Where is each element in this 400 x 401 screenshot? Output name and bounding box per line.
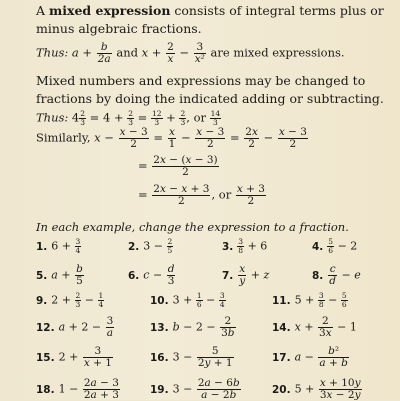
thus-example-line: Thus: a + $\frac{b}{2a}$ and x + $\frac{2}{x}$ − $\frac{3}{\text{x²}}$ are mixed expressions. (36, 41, 345, 65)
definition-paragraph (36, 2, 388, 38)
example-12: 12. a + 2 − $\frac{3}{a}$ (36, 315, 114, 339)
text-definition: consists of integral terms plus or minus algebraic fractions. (36, 3, 384, 36)
thus-mixed-number-line: Thus: 4 $\frac{2}{3}$ = 4 + $\frac{2}{3}$ = $\frac{12}{3}$ + $\frac{2}{3}$ , or $\frac{14}{3}$ (36, 109, 221, 127)
step-line-2: = $\frac{2x - x + 3}{2}$ , or $\frac{x + 3}{2}$ (138, 183, 265, 207)
example-8: 8. $\frac{c}{d}$ − e (312, 263, 361, 287)
example-13: 13. b − 2 − $\frac{2}{3b}$ (150, 315, 235, 339)
thus-label: Thus: (36, 45, 69, 60)
example-19: 19. 3 − $\frac{2a - 6b}{a - 2b}$ (150, 377, 240, 401)
example-7: 7. $\frac{x}{y}$ + z (222, 263, 270, 287)
example-6: 6. c − $\frac{d}{3}$ (128, 263, 175, 287)
example-18: 18. 1 − $\frac{2a - 3}{2a + 3}$ (36, 377, 119, 401)
example-9: 9. 2 + $\frac{2}{3}$ − $\frac{1}{4}$ (36, 291, 104, 309)
example-4: 4. $\frac{5}{6}$ − 2 (312, 237, 358, 255)
example-5: 5. a + $\frac{b}{5}$ (36, 263, 83, 287)
change-paragraph: Mixed numbers and expressions may be changed to fractions by doing the indicated adding or subtracting. (36, 73, 384, 106)
example-20: 20. 5 + $\frac{x + 10y}{3x - 2y}$ (272, 377, 361, 401)
text-a: A (36, 3, 50, 18)
example-10: 10. 3 + $\frac{1}{6}$ − $\frac{3}{4}$ (150, 291, 225, 309)
similarly-line: Similarly, x − $\frac{x - 3}{2}$ = $\frac{x}{1}$ − $\frac{x - 3}{2}$ = $\frac{2x}{2}$ − $\frac{x - 3}{2}$ (36, 126, 307, 150)
similarly-label: Similarly, (36, 130, 91, 145)
instruction-text: In each example, change the expression to a fraction. (36, 220, 349, 234)
example-3: 3. $\frac{3}{8}$ + 6 (222, 237, 268, 255)
example-17: 17. a − $\frac{\text{b²}}{a + b}$ (272, 345, 348, 369)
example-16: 16. 3 − $\frac{5}{2y + 1}$ (150, 345, 233, 369)
term-mixed-expression: mixed expression (49, 3, 171, 18)
thus-tail: are mixed expressions. (210, 45, 345, 60)
example-2: 2. 3 − $\frac{2}{5}$ (128, 237, 173, 255)
example-14: 14. x + $\frac{2}{3x}$ − 1 (272, 315, 357, 339)
example-15: 15. 2 + $\frac{3}{x + 1}$ (36, 345, 112, 369)
example-11: 11. 5 + $\frac{3}{8}$ − $\frac{5}{6}$ (272, 291, 347, 309)
step-line-1: = $\frac{2x - (x - 3)}{2}$ (138, 154, 218, 178)
example-1: 1. 6 + $\frac{3}{4}$ (36, 237, 81, 255)
